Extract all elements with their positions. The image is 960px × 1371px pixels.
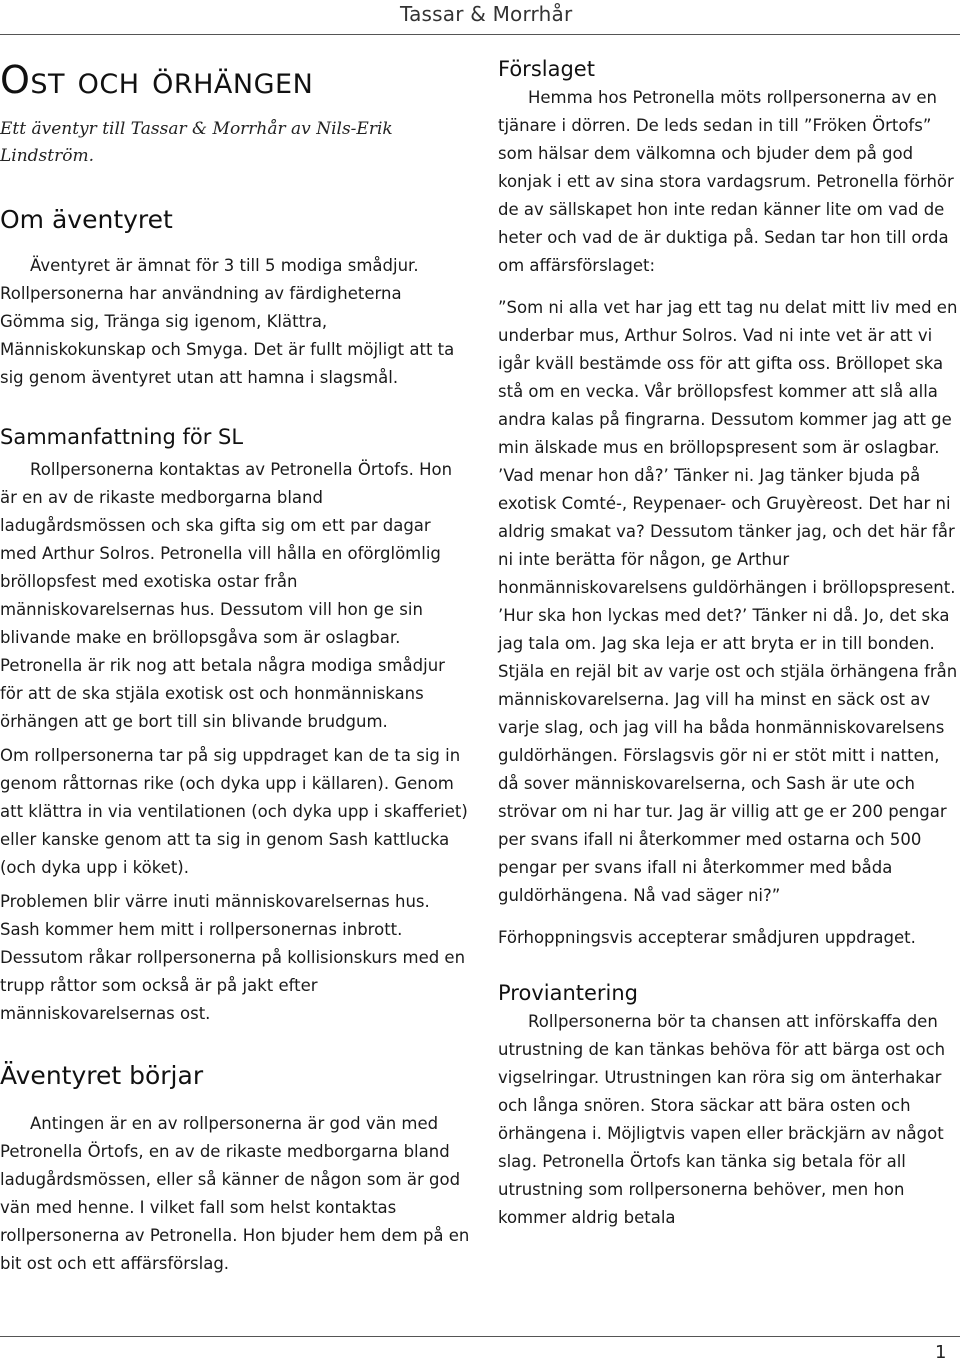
petronella-quote: ”Som ni alla vet har jag ett tag nu delat mitt liv med en underbar mus, Arthur Solros. Vad ni inte vet är att vi igår kväll bestämde oss för att gifta oss. Bröllopet ska stå om en vecka. Vår bröllopsfest kommer att slå alla andra kalas på fingrarna. Dessutom kommer jag att ge min älskade mus en bröllopspresent som är oslagbar. ’Vad menar hon då?’ Tänker ni. Jag tänker bjuda på exotisk Comté-, Reypenaer- och Gruyèreost. Det har ni aldrig smakat va? Dessutom tänker jag, och det här får ni inte berätta för någon, ge Arthur honmänniskovarelsens guldörhängen i bröllopspresent. ’Hur ska hon lyckas med det?’ Tänker ni då. Jo, det ska jag tala om. Jag ska leja er att bryta er in till bonden. Stjäla en rejäl bit av varje ost och stjäla örhängena från människovarelserna. Jag vill ha minst en säck ost av varje slag, och jag vill ha båda honmänniskovarelsens guldörhängen. Förslagsvis gör ni er stöt mitt i natten, då sover människovarelserna, och Sash är ute och strövar om ni har tur. Jag är villig att ge er 200 pengar per svans ifall ni återkommer med ostarna och 500 pengar per svans ifall ni återkommer med båda guldörhängena. Nå vad säger ni?” <box>498 298 958 905</box>
section-heading-om-aventyret: Om äventyret <box>0 205 173 234</box>
page-number: 1 <box>935 1342 947 1363</box>
running-header: Tassar & Morrhår <box>400 2 573 26</box>
section-heading-sammanfattning: Sammanfattning för SL <box>0 425 244 449</box>
section-heading-proviantering: Proviantering <box>498 981 639 1005</box>
adventure-title: Ost och örhängen <box>0 58 314 102</box>
section-heading-aventyret-borjar: Äventyret börjar <box>0 1061 204 1090</box>
summary-paragraph-3: Problemen blir värre inuti människovarelsernas hus. Sash kommer hem mitt i rollpersonernas inbrott. Dessutom råkar rollpersonerna på kollisionskurs med en trupp råttor som också är på jakt efter människovarelsernas ost. <box>0 892 466 1023</box>
header-rule <box>0 34 960 35</box>
aventyret-borjar-text: Antingen är en av rollpersonerna är god vän med Petronella Örtofs, en av de rikaste medborgarna bland ladugårdsmössen, eller så känner de någon som är god vän med henne. I vilket fall som helst kontaktas rollpersonerna av Petronella. Hon bjuder hem dem på en bit ost och ett affärsförslag. <box>0 1114 470 1273</box>
summary-paragraph-1: Rollpersonerna kontaktas av Petronella Örtofs. Hon är en av de rikaste medborgarna bland ladugårdsmössen och ska gifta sig om ett par dagar med Arthur Solros. Petronella vill hålla en oförglömlig bröllopsfest med exotiska ostar från människovarelsernas hus. Dessutom vill hon ge sin blivande make en bröllopsgåva som är oslagbar. Petronella är rik nog att betala några modiga smådjur för att de ska stjäla exotisk ost och honmänniskans örhängen att ge bort till sin blivande brudgum. <box>0 460 453 731</box>
forslaget-paragraph-2: Förhoppningsvis accepterar smådjuren uppdraget. <box>498 928 916 947</box>
om-aventyret-text: Äventyret är ämnat för 3 till 5 modiga smådjur. Rollpersonerna har användning av färdigheterna Gömma sig, Tränga sig igenom, Klättra, Människokunskap och Smyga. Det är fullt möjligt att ta sig genom äventyret utan att hamna i slagsmål. <box>0 256 455 387</box>
forslaget-paragraph-1: Hemma hos Petronella möts rollpersonerna av en tjänare i dörren. De leds sedan in till ”Fröken Örtofs” som hälsar dem välkomna och bjuder dem på god konjak i ett av sina stora vardagsrum. Petronella förhör de av sällskapet hon inte redan känner lite om vad de heter och vad de är duktiga på. Sedan tar hon till orda om affärsförslaget: <box>498 88 954 275</box>
adventure-subtitle: Ett äventyr till Tassar & Morrhår av Nils-Erik Lindström. <box>0 119 393 166</box>
left-column <box>0 52 470 1278</box>
footer-rule <box>0 1336 960 1337</box>
summary-paragraph-2: Om rollpersonerna tar på sig uppdraget kan de ta sig in genom råttornas rike (och dyka upp i källaren). Genom att klättra in via ventilationen (och dyka upp i skafferiet) eller kanske genom att ta sig in genom Sash kattlucka (och dyka upp i köket). <box>0 746 468 877</box>
right-column <box>498 52 960 1232</box>
proviantering-text: Rollpersonerna bör ta chansen att införskaffa den utrustning de kan tänkas behöva för att bärga ost och vigselringar. Utrustningen kan röra sig om änterhakar och långa snören. Stora säckar att bära osten och örhängena i. Möjligtvis vapen eller bräckjärn av något slag. Petronella Örtofs kan tänka sig betala för all utrustning som rollpersonerna behöver, men hon kommer aldrig betala <box>498 1012 946 1227</box>
section-heading-forslaget: Förslaget <box>498 57 595 81</box>
